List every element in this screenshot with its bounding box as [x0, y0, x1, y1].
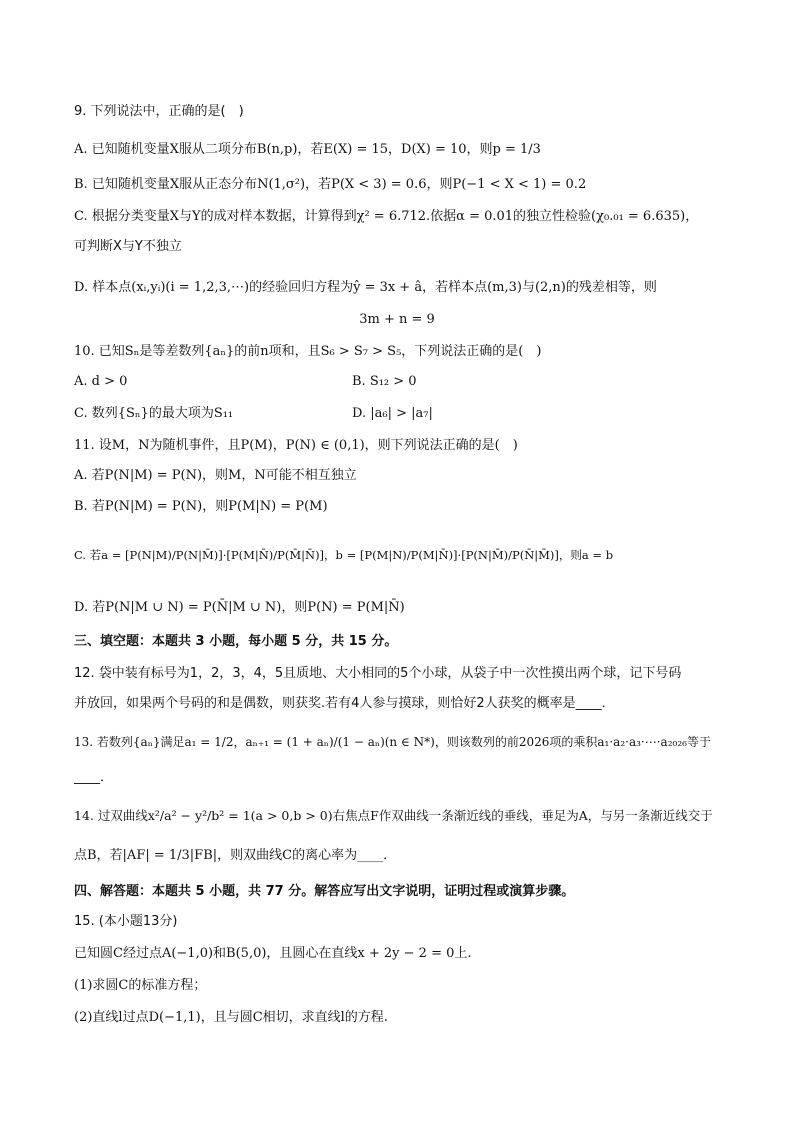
q11-option-d: D. 若P(N|M ∪ N) = P(N̄|M ∪ N)，则P(N) = P(M|N̄): [74, 600, 405, 615]
q9-option-b: B. 已知随机变量X服从正态分布N(1,σ²)，若P(X < 3) = 0.6，则P(−1 < X < 1) = 0.2: [74, 177, 587, 192]
q9-stem: 9. 下列说法中，正确的是( ): [74, 104, 244, 119]
q11-option-c: C. 若a = [P(N|M)/P(N|M̄)]·[P(M|N̄)/P(M̄|N̄)]，b = [P(M|N)/P(M|N̄)]·[P(N|M̄)/P(N̄|M̄)]，则a = b: [74, 548, 614, 562]
q14-line2: 点B，若|AF| = 1/3|FB|，则双曲线C的离心率为____．: [74, 848, 397, 863]
q9-option-d-line1: D. 样本点(xᵢ,yᵢ)(i = 1,2,3,⋯)的经验回归方程为ŷ = 3x + â，若样本点(m,3)与(2,n)的残差相等，则: [74, 280, 657, 295]
q12-line2: 并放回，如果两个号码的和是偶数，则获奖.若有4人参与摸球，则恰好2人获奖的概率是____．: [74, 696, 615, 711]
q11-option-b: B. 若P(N|M) = P(N)，则P(M|N) = P(M): [74, 499, 328, 514]
q10-option-a: A. d > 0: [74, 374, 128, 389]
q15-line3: (2)直线l过点D(−1,1)，且与圆C相切，求直线l的方程.: [74, 1010, 388, 1025]
q14-line1: 14. 过双曲线x²/a² − y²/b² = 1(a > 0,b > 0)右焦点F作双曲线一条渐近线的垂线，垂足为A，与另一条渐近线交于: [74, 808, 713, 823]
q12-line1: 12. 袋中装有标号为1，2，3，4，5且质地、大小相同的5个小球，从袋子中一次性摸出两个球，记下号码: [74, 666, 682, 681]
q15-heading: 15. (本小题13分): [74, 914, 178, 929]
q10-option-d: D. |a₆| > |a₇|: [352, 406, 433, 421]
section-3-heading: 三、填空题：本题共 3 小题，每小题 5 分，共 15 分。: [74, 634, 398, 649]
q15-line1: 已知圆C经过点A(−1,0)和B(5,0)，且圆心在直线x + 2y − 2 = 0上.: [74, 946, 472, 961]
q11-option-a: A. 若P(N|M) = P(N)，则M，N可能不相互独立: [74, 468, 357, 483]
q13-line2: ____．: [74, 770, 114, 785]
q9-option-d-line2: 3m + n = 9: [359, 312, 435, 327]
q9-option-c-line2: 可判断X与Y不独立: [74, 239, 182, 254]
q11-stem: 11. 设M，N为随机事件，且P(M)，P(N) ∈ (0,1)，则下列说法正确的是( ): [74, 438, 518, 453]
q9-option-c-line1: C. 根据分类变量X与Y的成对样本数据，计算得到χ² = 6.712.依据α = 0.01的独立性检验(χ₀.₀₁ = 6.635)，: [74, 209, 699, 224]
q10-stem: 10. 已知Sₙ是等差数列{aₙ}的前n项和，且S₆ > S₇ > S₅，下列说法正确的是( ): [74, 344, 542, 359]
q15-line2: (1)求圆C的标准方程；: [74, 978, 207, 993]
q9-option-a: A. 已知随机变量X服从二项分布B(n,p)，若E(X) = 15，D(X) = 10，则p = 1/3: [74, 142, 541, 157]
q10-option-c: C. 数列{Sₙ}的最大项为S₁₁: [74, 406, 234, 421]
q10-option-b: B. S₁₂ > 0: [352, 374, 417, 389]
section-4-heading: 四、解答题：本题共 5 小题，共 77 分。解答应写出文字说明，证明过程或演算步骤。: [74, 884, 575, 899]
q13-line1: 13. 若数列{aₙ}满足a₁ = 1/2，aₙ₊₁ = (1 + aₙ)/(1 − aₙ)(n ∈ N*)，则该数列的前2026项的乘积a₁·a₂·a₃·⋯·a₂₀₂₆等于: [74, 735, 711, 749]
